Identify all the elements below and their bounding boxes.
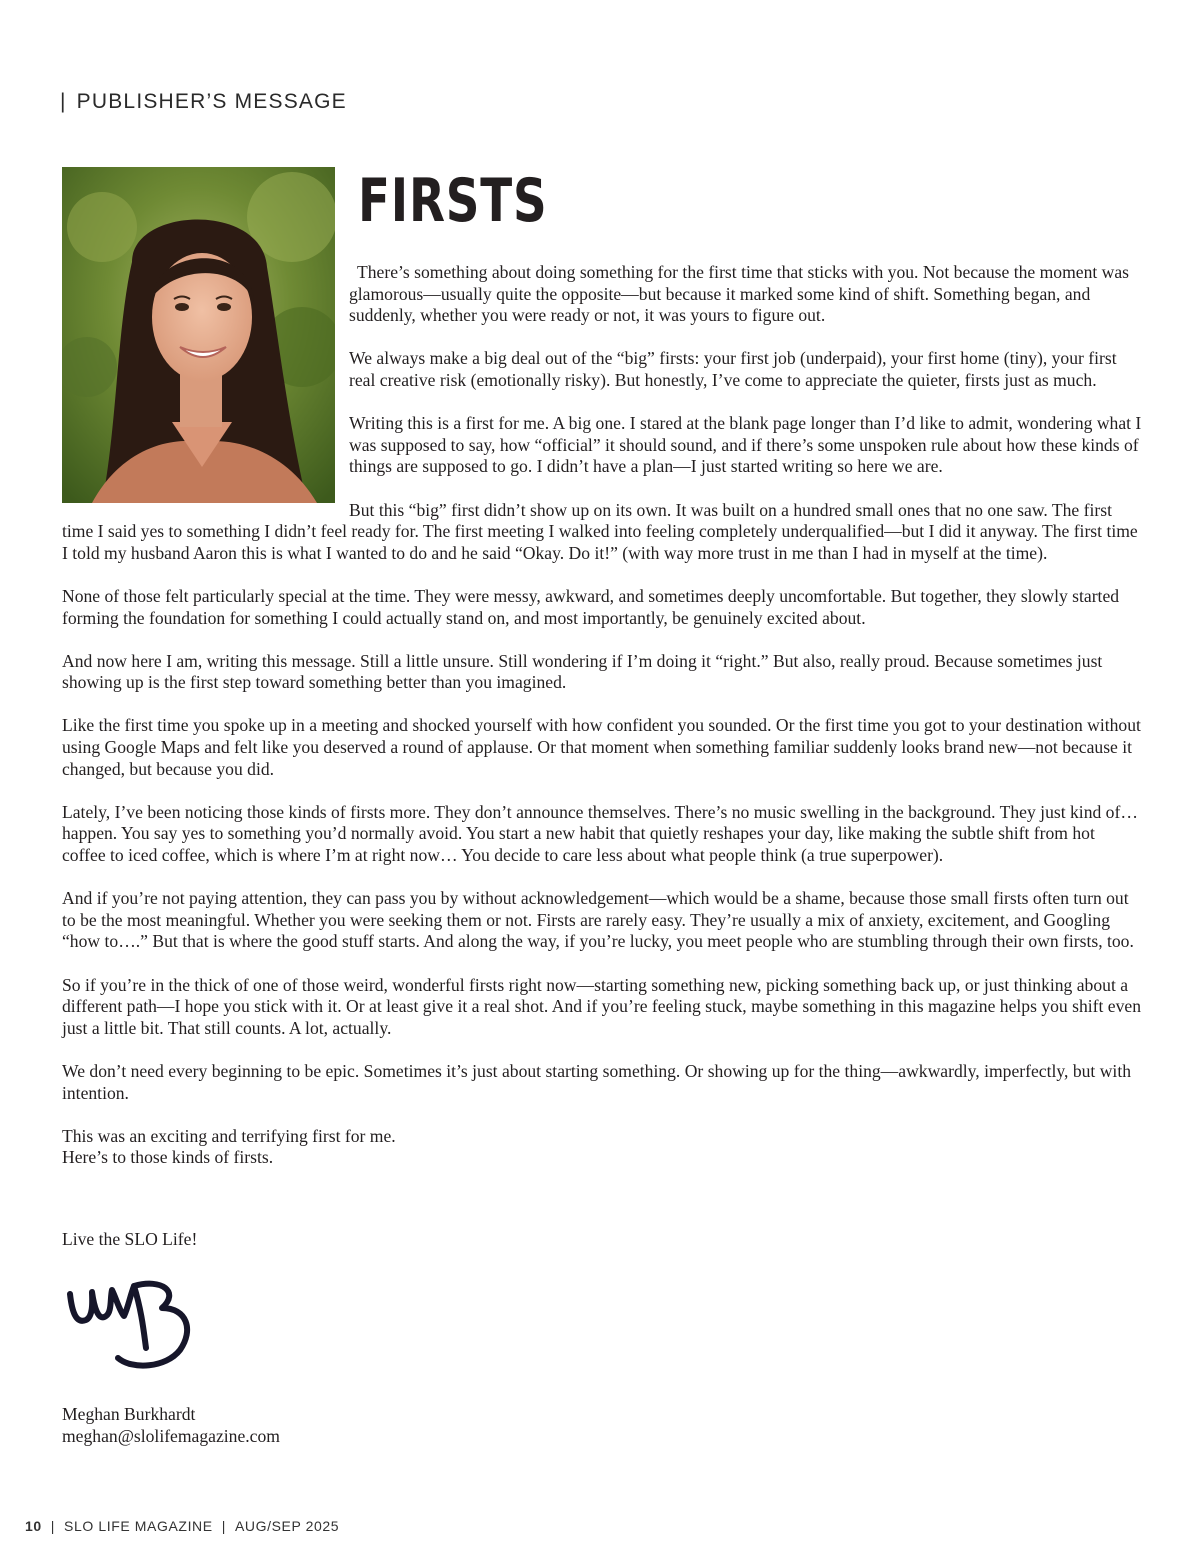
section-divider: | [60, 90, 67, 113]
section-label [60, 90, 347, 114]
page-number: 10 [25, 1518, 42, 1534]
footer-divider: | [50, 1518, 56, 1534]
issue-date: AUG/SEP 2025 [234, 1518, 340, 1534]
article-body [62, 262, 1142, 1169]
paragraph: There’s something about doing something for the first time that sticks with you. Not because the moment was glamorous—usually quite the opposite—but because it marked some kind of shift. Something began, and suddenly, whether you were ready or not, it was yours to figure out. [349, 262, 1130, 326]
paragraph: And now here I am, writing this message. Still a little unsure. Still wondering if I’m doing it “right.” But also, really proud. Because sometimes just showing up is the first step toward something better than you imagined. [62, 650, 1103, 693]
paragraph: We don’t need every beginning to be epic. Sometimes it’s just about starting something. Or showing up for the thing—awkwardly, imperfectly, but with intention. [62, 1060, 1131, 1103]
author-name: Meghan Burkhardt [62, 1404, 196, 1424]
footer-divider: | [221, 1518, 226, 1534]
paragraph: None of those felt particularly special at the time. They were messy, awkward, and sometimes deeply uncomfortable. But together, they slowly started forming the foundation for something I could actually stand on, and most importantly, be genuinely excited about. [62, 585, 1120, 628]
page-footer [25, 1518, 339, 1534]
paragraph: And if you’re not paying attention, they can pass you by without acknowledgement—which would be a shame, because those small firsts often turn out to be the most meaningful. Whether you were seeking them or not. Firsts are rarely easy. They’re usually a mix of anxiety, excitement, and Googling “how to….” But that is where the good stuff starts. And along the way, if you’re lucky, you meet people who are stumbling through their own firsts, too. [62, 888, 1134, 952]
author-block [62, 1403, 280, 1447]
paragraph: Lately, I’ve been noticing those kinds of firsts more. They don’t announce themselves. There’s no music swelling in the background. They just kind of… happen. You say yes to something you’d normally avoid. You start a new habit that quietly reshapes your day, like making the subtle shift from hot coffee to iced coffee, which is where I’m at right now… You decide to care less about what people think (a true superpower). [62, 801, 1138, 866]
closing-line: This was an exciting and terrifying first for me. [62, 1125, 396, 1146]
paragraph: Writing this is a first for me. A big one. I stared at the blank page longer than I’d like to admit, wondering what I was supposed to say, how “official” it should sound, and if there’s some unspoken rule about how these kinds of things are supposed to go. I didn’t have a plan—I just started writing so here we are. [349, 413, 1142, 477]
paragraph: We always make a big deal out of the “big” firsts: your first job (underpaid), your first home (tiny), your first real creative risk (emotionally risky). But honestly, I’ve come to appreciate the quieter, firsts just as much. [349, 348, 1117, 390]
closing-lines [62, 1126, 1142, 1169]
paragraph: But this “big” first didn’t show up on its own. It was built on a hundred small ones that no one saw. The first time I said yes to something I didn’t feel ready for. The first meeting I walked into feeling completely underqualified—but I did it anyway. The first time I told my husband Aaron this is what I wanted to do and he said “Okay. Do it!” (with way more trust in me than I had in myself at the time). [62, 499, 1138, 563]
photo-wrap-spacer [62, 262, 349, 500]
paragraph: So if you’re in the thick of one of those weird, wonderful firsts right now—starting something new, picking something back up, or just thinking about a different path—I hope you stick with it. Or at least give it a real shot. And if you’re feeling stuck, maybe something in this magazine helps you shift even just a little bit. That still counts. A lot, actually. [62, 974, 1141, 1038]
magazine-name: SLO LIFE MAGAZINE [64, 1518, 213, 1534]
signature [62, 1272, 202, 1382]
section-title: PUBLISHER’S MESSAGE [76, 90, 347, 113]
closing-line: Here’s to those kinds of firsts. [62, 1147, 274, 1168]
signoff: Live the SLO Life! [62, 1229, 198, 1249]
author-email[interactable]: meghan@slolifemagazine.com [62, 1426, 280, 1446]
article-title: FIRSTS [358, 166, 548, 236]
paragraph: Like the first time you spoke up in a meeting and shocked yourself with how confident you sounded. Or the first time you got to your destination without using Google Maps and felt like you deserved a round of applause. Or that moment when something familiar suddenly looks brand new—not because it changed, but because you did. [62, 715, 1141, 779]
